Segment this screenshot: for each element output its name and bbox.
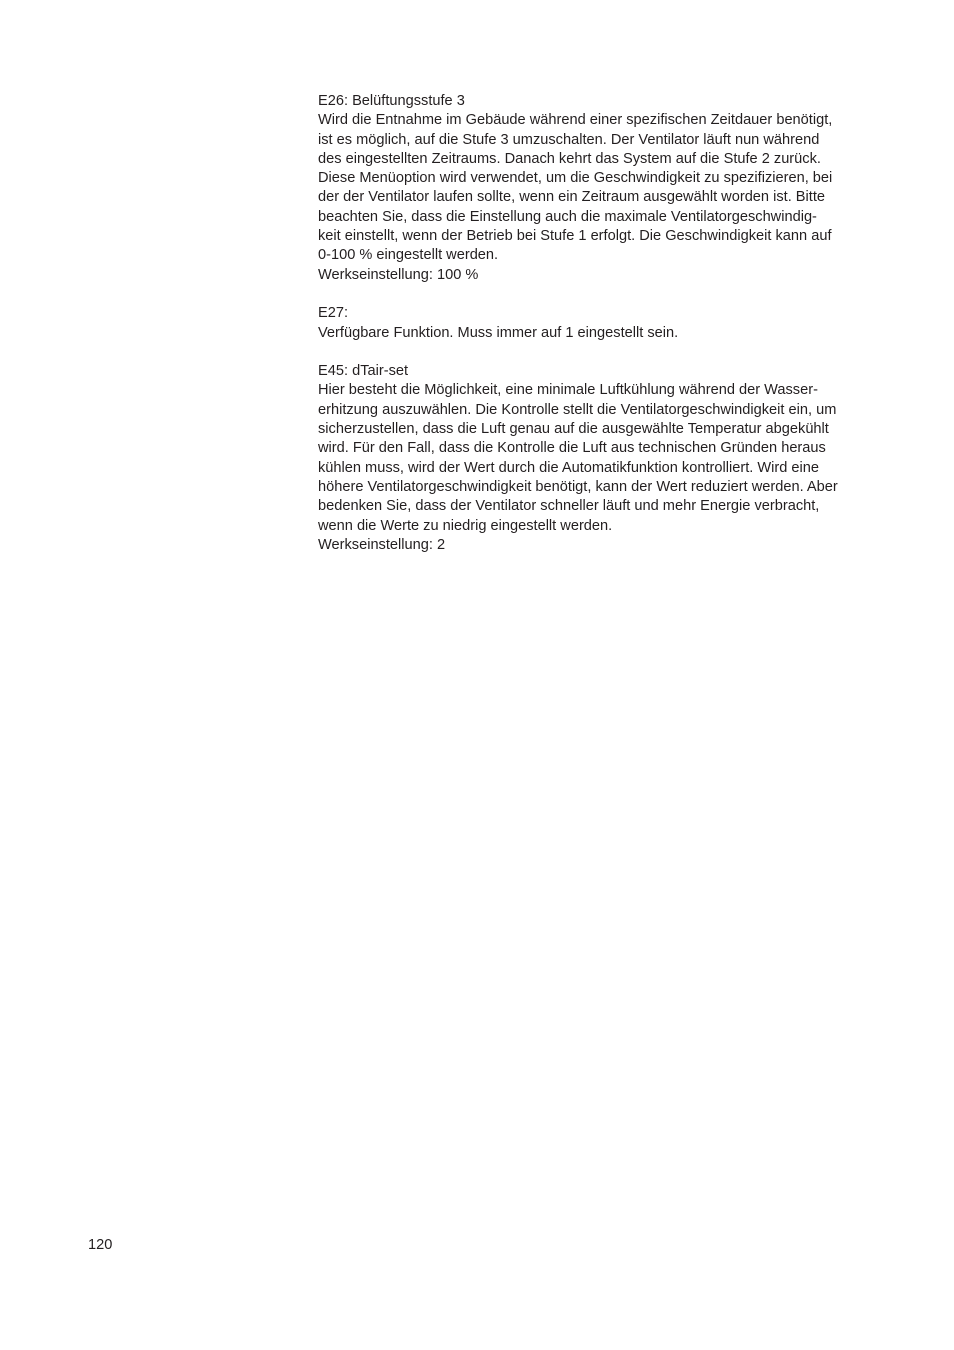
paragraph-line: höhere Ventilatorgeschwindigkeit benötigt, kann der Wert reduziert werden. Aber [318, 478, 838, 495]
paragraph-line: Hier besteht die Möglichkeit, eine minimale Luftkühlung während der Wasser- [318, 382, 818, 399]
paragraph-line: erhitzung auszuwählen. Die Kontrolle stellt die Ventilatorgeschwindigkeit ein, um [318, 401, 837, 418]
paragraph-line: sicherzustellen, dass die Luft genau auf die ausgewählte Temperatur abgekühlt [318, 421, 829, 438]
paragraph-line: ist es möglich, auf die Stufe 3 umzuschalten. Der Ventilator läuft nun während [318, 131, 820, 148]
paragraph-line: wird. Für den Fall, dass die Kontrolle die Luft aus technischen Gründen heraus [318, 440, 826, 457]
page-number: 120 [88, 1237, 113, 1253]
default-setting: Werkseinstellung: 2 [318, 536, 446, 553]
section-e26 [318, 92, 918, 285]
section-heading: E26: Belüftungsstufe 3 [318, 93, 465, 109]
paragraph-line: Wird die Entnahme im Gebäude während einer spezifischen Zeitdauer benötigt, [318, 112, 833, 129]
section-e45 [318, 362, 918, 555]
paragraph-line: kühlen muss, wird der Wert durch die Automatikfunktion kontrolliert. Wird eine [318, 459, 819, 476]
paragraph-line: Diese Menüoption wird verwendet, um die Geschwindigkeit zu spezifizieren, bei [318, 170, 833, 187]
paragraph-line: 0-100 % eingestellt werden. [318, 247, 499, 264]
paragraph-line: Verfügbare Funktion. Muss immer auf 1 eingestellt sein. [318, 324, 679, 341]
paragraph-line: beachten Sie, dass die Einstellung auch die maximale Ventilatorgeschwindig- [318, 208, 817, 225]
paragraph-line: bedenken Sie, dass der Ventilator schneller läuft und mehr Energie verbracht, [318, 498, 820, 515]
document-body [318, 92, 918, 574]
paragraph-line: der der Ventilator laufen sollte, wenn ein Zeitraum ausgewählt worden ist. Bitte [318, 189, 826, 206]
default-setting: Werkseinstellung: 100 % [318, 266, 479, 283]
section-heading: E45: dTair-set [318, 363, 409, 380]
paragraph-line: des eingestellten Zeitraums. Danach kehrt das System auf die Stufe 2 zurück. [318, 150, 821, 167]
paragraph-line: wenn die Werte zu niedrig eingestellt werden. [318, 517, 613, 534]
paragraph-line: keit einstellt, wenn der Betrieb bei Stufe 1 erfolgt. Die Geschwindigkeit kann auf [318, 228, 832, 245]
section-e27 [318, 304, 918, 343]
section-heading: E27: [318, 305, 349, 322]
